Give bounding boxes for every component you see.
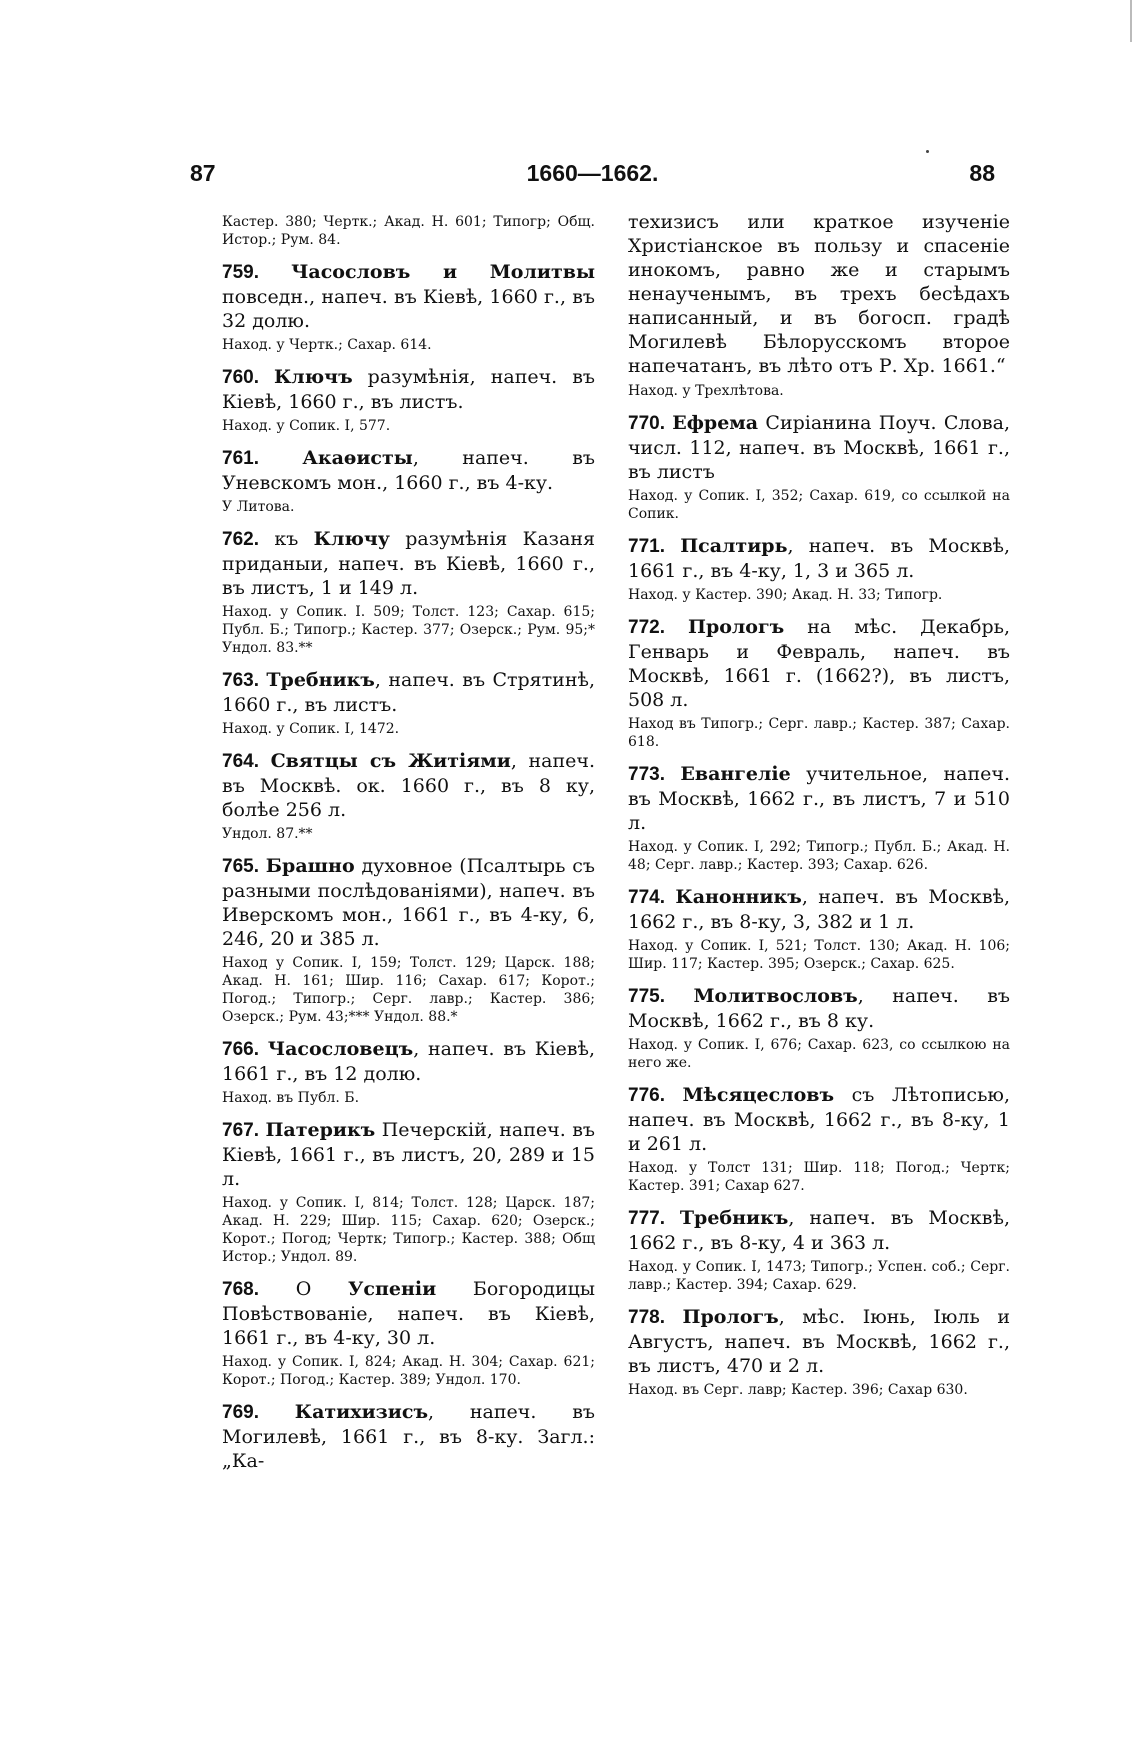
entry-holdings-note: Наход. у Сопик. I, 292; Типогр.; Публ. Б.; Акад. Н. 48; Серг. лавр.; Кастер. 393; Сахар. 626. [628,839,1010,873]
catalog-entry [628,984,1010,1072]
entry-holdings-note: Наход. въ Публ. Б. [222,1090,360,1106]
page-header [190,160,995,190]
entry-title: Евангеліе [680,763,791,785]
entry-text [628,534,1010,583]
entry-description: , напеч. въ Москвѣ. ок. 1660 г., въ 8 ку, болѣе 256 л. [222,750,595,821]
entry-number: 766. [222,1039,259,1060]
entry-text [628,984,1010,1033]
entry-title: Канонникъ [675,886,802,908]
catalog-entry [628,762,1010,874]
catalog-entry [222,749,595,843]
entry-number: 771. [628,536,665,557]
left-entries [222,260,595,1473]
page-number-left: 87 [190,160,216,186]
entry-description: , напеч. въ Москвѣ, 1661 г., въ 4-ку, 1, 3 и 365 л. [628,535,1011,582]
entry-number: 767. [222,1120,259,1141]
continuation-note: Кастер. 380; Чертк.; Акад. Н. 601; Типогр; Общ. Истор.; Рум. 84. [222,214,595,248]
catalog-entry [628,1305,1010,1399]
entry-number: 762. [222,529,259,550]
entry-description: , напеч. въ Кіевѣ, 1661 г., въ 12 долю. [222,1038,595,1085]
entry-title: Часословецъ [267,1038,414,1060]
catalog-entry [222,1037,595,1107]
entry-description: , напеч. въ Москвѣ, 1662 г., въ 8-ку, 3, 382 и 1 л. [628,886,1011,933]
entry-title: Ефрема [672,412,759,434]
catalog-entry [222,854,595,1026]
entry-text [628,411,1010,484]
entry-title: Патерикъ [265,1119,376,1141]
catalog-entry [628,1083,1010,1195]
entry-description: , напеч. въ Могилевѣ, 1661 г., въ 8-ку. Загл.: „Ка- [222,1401,595,1472]
catalog-entry [222,1118,595,1266]
entry-title: Молитвословъ [693,985,858,1007]
entry-number: 770. [628,413,665,434]
entry-description: Печерскій, напеч. въ Кіевѣ, 1661 г., въ листъ, 20, 289 и 15 л. [222,1119,595,1190]
entry-description: , напеч. въ Москвѣ, 1662 г., въ 8-ку, 4 и 363 л. [628,1207,1010,1254]
entry-number: 775. [628,986,665,1007]
entry-number: 769. [222,1402,259,1423]
entry-text [222,1118,595,1191]
entry-text [628,1083,1010,1156]
entry-description: , напеч. въ Уневскомъ мон., 1660 г., въ 4-ку. [222,447,595,494]
catalog-entry [628,1206,1010,1294]
entry-text [628,615,1010,712]
entry-description: на мѣс. Декабрь, Генварь и Февраль, напеч. въ Москвѣ, 1661 г. (1662?), въ листъ, 508 л. [628,616,1010,711]
entry-holdings-note: У Литова. [222,499,295,515]
entry-text [628,1305,1010,1378]
entry-description: разумѣнія Казаня приданыи, напеч. въ Кіевѣ, 1660 г., въ листъ, 1 и 149 л. [222,528,595,599]
entry-title: Катихизисъ [294,1401,429,1423]
entry-number: 760. [222,367,259,388]
entry-number: 774. [628,887,665,908]
entry-text [222,260,595,333]
entry-title: Святцы съ Житіями [270,750,511,772]
entry-title: Брашно [265,855,355,877]
entry-description: Богородицы Повѣствованіе, напеч. въ Кіевѣ, 1661 г., въ 4-ку, 30 л. [222,1278,595,1349]
entry-title: Мѣсяцесловъ [682,1084,835,1106]
entry-prefix: О [258,1278,348,1300]
entry-text [222,446,595,495]
entry-number: 776. [628,1085,665,1106]
entry-title: Прологъ [682,1306,779,1328]
catalog-entry [222,668,595,738]
right-entries [628,411,1010,1399]
entry-text [222,365,595,414]
year-range: 1660—1662. [526,160,659,186]
entry-title: Требникъ [266,669,375,691]
continuation-text: техизисъ или краткое изученіе Христіанское въ пользу и спасеніе инокомъ, равно же и старымъ ненаученымъ, въ трехъ бесѣдахъ написанный, и въ богосп. градѣ Могилевѣ Бѣлорусскомъ второе напечатанъ, въ лѣто отъ Р. Хр. 1661.“ [628,211,1010,377]
entry-number: 772. [628,617,665,638]
entry-holdings-note: Наход. у Чертк.; Сахар. 614. [222,337,432,353]
entry-title: Акаѳисты [302,447,413,469]
entry-text [222,1037,595,1086]
entry-text [222,668,595,717]
catalog-entry [628,885,1010,973]
entry-holdings-note: Наход. у Сопик. I, 676; Сахар. 623, со ссылкою на него же. [628,1037,1010,1071]
entry-text [628,762,1010,835]
entry-holdings-note: Наход. у Толст 131; Шир. 118; Погод.; Чертк; Кастер. 391; Сахар 627. [628,1160,1010,1194]
catalog-entry [222,1277,595,1389]
continuation-note: Наход. у Трехлѣтова. [628,383,784,399]
entry-description: разумѣнія, напеч. въ Кіевѣ, 1660 г., въ листъ. [222,366,595,413]
catalog-entry [628,534,1010,604]
margin-mark [1130,0,1132,42]
catalog-entry [222,527,595,657]
catalog-entry [222,365,595,435]
entry-holdings-note: Ундол. 87.** [222,826,313,842]
entry-text [222,1277,595,1350]
entry-description: , напеч. въ Москвѣ, 1662 г., въ 8 ку. [628,985,1011,1032]
entry-title: Часословъ и Молитвы [291,261,595,283]
entry-text [222,854,595,951]
entry-title: Псалтирь [680,535,788,557]
entry-holdings-note: Наход. у Сопик. I, 521; Толст. 130; Акад. Н. 106; Шир. 117; Кастер. 395; Озерск.; Сахар. 625. [628,938,1010,972]
entry-holdings-note: Наход у Сопик. I, 159; Толст. 129; Царск. 188; Акад. Н. 161; Шир. 116; Сахар. 617; Корот.; Погод.; Типогр.; Серг. лавр.; Кастер. 386; Озерск.; Рум. 43;*** Ундол. 88.* [222,955,595,1025]
entry-description: съ Лѣтописью, напеч. въ Москвѣ, 1662 г., въ 8-ку, 1 и 261 л. [628,1084,1010,1155]
entry-description: Сиріанина Поуч. Слова, числ. 112, напеч. въ Москвѣ, 1661 г., въ листъ [628,412,1010,483]
entry-text [628,885,1010,934]
entry-holdings-note: Наход. у Кастер. 390; Акад. Н. 33; Типогр. [628,587,943,603]
entry-prefix: къ [258,528,314,550]
entry-number: 764. [222,751,259,772]
entry-number: 763. [222,670,259,691]
entry-title: Ключу [313,528,390,550]
entry-number: 777. [628,1208,665,1229]
entry-number: 759. [222,262,259,283]
entry-description: , напеч. въ Стрятинѣ, 1660 г., въ листъ. [222,669,595,716]
entry-holdings-note: Наход. у Сопик. I, 577. [222,418,391,434]
catalog-entry [222,1400,595,1473]
entry-title: Требникъ [679,1207,789,1229]
entry-holdings-note: Наход. у Сопик. I, 824; Акад. Н. 304; Сахар. 621; Корот.; Погод.; Кастер. 389; Ундол. 170. [222,1354,595,1388]
entry-holdings-note: Наход. у Сопик. I, 352; Сахар. 619, со ссылкой на Сопик. [628,488,1010,522]
ink-speck [926,150,929,153]
entry-text [628,1206,1010,1255]
entry-number: 773. [628,764,665,785]
entry-text [222,527,595,600]
entry-number: 768. [222,1279,259,1300]
left-column [222,210,595,1484]
entry-description: духовное (Псалтырь съ разными послѣдованіями), напеч. въ Иверскомъ мон., 1661 г., въ 4-ку, 6, 246, 20 и 385 л. [222,855,595,950]
right-column [628,210,1010,1410]
entry-holdings-note: Наход. у Сопик. I, 1472. [222,721,400,737]
entry-description: , мѣс. Іюнь, Іюль и Августъ, напеч. въ Москвѣ, 1662 г., въ листъ, 470 и 2 л. [628,1306,1010,1377]
catalog-entry [222,260,595,354]
catalog-entry [222,446,595,516]
entry-number: 761. [222,448,259,469]
entry-holdings-note: Наход. у Сопик. I. 509; Толст. 123; Сахар. 615; Публ. Б.; Типогр.; Кастер. 377; Озерск.; Рум. 95;* Ундол. 83.** [222,604,595,656]
entry-title: Успеніи [347,1278,437,1300]
entry-number: 778. [628,1307,665,1328]
entry-title: Прологъ [688,616,785,638]
entry-description: учительное, напеч. въ Москвѣ, 1662 г., въ листъ, 7 и 510 л. [628,763,1010,834]
entry-text [222,1400,595,1473]
entry-holdings-note: Наход. въ Серг. лавр; Кастер. 396; Сахар 630. [628,1382,968,1398]
entry-title: Ключъ [274,366,353,388]
entry-number: 765. [222,856,259,877]
catalog-entry [628,615,1010,751]
entry-holdings-note: Наход. у Сопик. I, 1473; Типогр.; Успен. соб.; Серг. лавр.; Кастер. 394; Сахар. 629. [628,1259,1010,1293]
page-number-right: 88 [969,160,995,186]
entry-text [222,749,595,822]
catalog-entry [628,411,1010,523]
entry-holdings-note: Наход. у Сопик. I, 814; Толст. 128; Царск. 187; Акад. Н. 229; Шир. 115; Сахар. 620; Озерск.; Корот.; Погод; Чертк; Типогр.; Кастер. 388; Общ Истор.; Ундол. 89. [222,1195,595,1265]
continuation-entry [628,210,1010,400]
entry-description: повседн., напеч. въ Кіевѣ, 1660 г., въ 32 долю. [222,286,595,332]
entry-holdings-note: Наход въ Типогр.; Серг. лавр.; Кастер. 387; Сахар. 618. [628,716,1010,750]
